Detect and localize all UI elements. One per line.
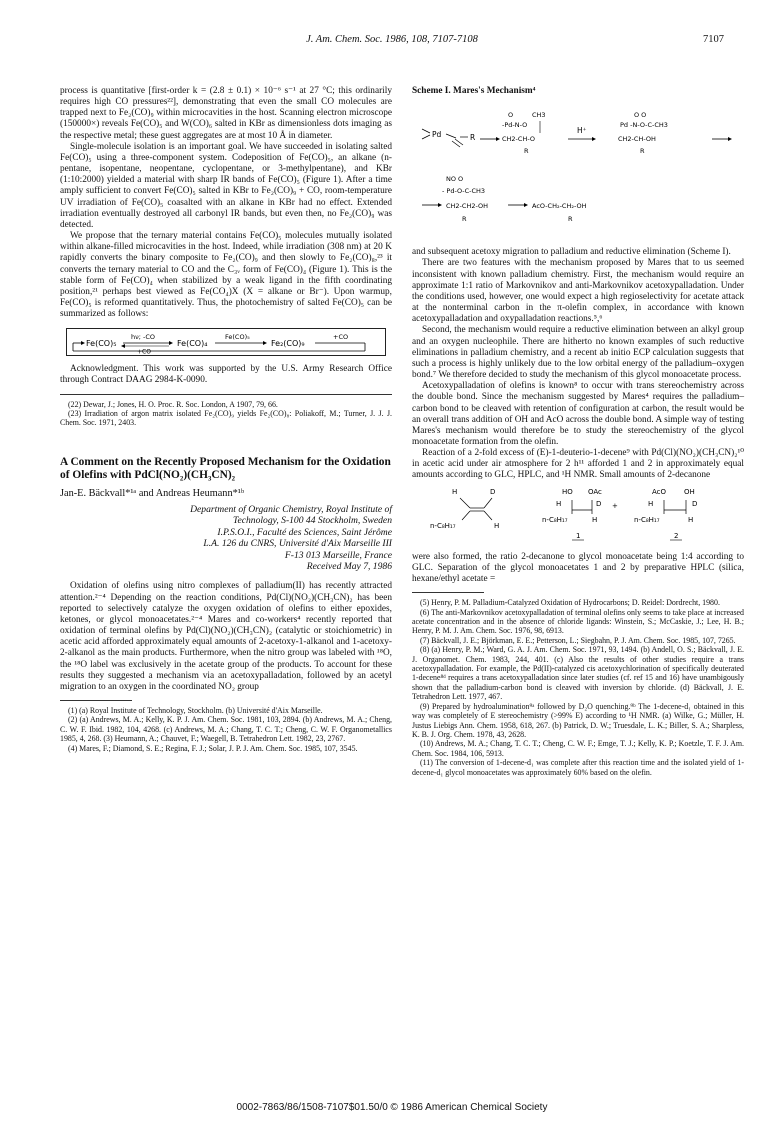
r-group-label: R — [462, 215, 467, 224]
octyl-label: n-C₈H₁₇ — [634, 515, 660, 524]
plus-co-final-label: +CO — [333, 333, 349, 342]
svg-text:H: H — [556, 499, 562, 508]
h-plus-label: H⁺ — [577, 126, 587, 136]
stereochemistry-structures — [412, 482, 744, 548]
r-group-label: R — [524, 147, 529, 156]
svg-text:H: H — [592, 515, 598, 524]
svg-text:O: O — [508, 111, 514, 120]
copyright-footer: 0002-7863/86/1508-7107$01.50/0 © 1986 American Chemical Society — [236, 1102, 548, 1113]
svg-text:OAc: OAc — [588, 487, 602, 496]
footnote: (10) Andrews, M. A.; Chang, T. C. T.; Cheng, C. W. F.; Emge, T. J.; Kelly, K. P.; Koetzle, T. F. J. Am. Chem. Soc. 1984, 106, 5913. — [412, 739, 744, 758]
footnotes-top — [60, 400, 392, 428]
svg-text:HO: HO — [562, 487, 573, 496]
footnote: (22) Dewar, J.; Jones, H. O. Proc. R. Soc. London, A 1907, 79, 66. — [68, 399, 278, 409]
footnote: (2) (a) Andrews, M. A.; Kelly, K. P. J. Am. Chem. Soc. 1981, 103, 2894. (b) Andrews, M. A.; Cheng, C. W. F. Ibid. 1982, 104, 4268. (c) Andrews, M. A.; Chang, T. C. T.; Cheng, C. W. F. Organometallics 1985, 4, 268. (3) Heumann, A.; Chauvet, F.; Waegell, B. Tetrahedron Lett. 1982, 23, 2767. — [60, 715, 392, 744]
photochemistry-scheme — [67, 329, 385, 355]
affil-line: L.A. 126 du CNRS, Université d'Aix Marseille III — [203, 538, 392, 550]
pd-label: Pd — [432, 130, 442, 140]
svg-text:-Pd-N-O: -Pd-N-O — [502, 121, 528, 130]
svg-text:H: H — [648, 499, 654, 508]
footnote-rule — [60, 700, 132, 701]
received-date: Received May 7, 1986 — [306, 561, 392, 572]
r-group-label: R — [568, 215, 573, 224]
fe-co5-label: Fe(CO)₅ — [86, 339, 117, 349]
svg-text:H: H — [452, 487, 458, 496]
fe2-co9-label: Fe₂(CO)₉ — [271, 339, 305, 349]
svg-text:H: H — [494, 521, 500, 530]
svg-text:NO O: NO O — [446, 175, 464, 184]
footnote-rule — [60, 394, 392, 395]
paragraph: were also formed, the ratio 2-decanone to glycol monoacetate being 1:4 according to GLC. Separation of the glycol monoacetates 1 and 2 by preparative HPLC (silica, hexane/ethyl acetate = — [412, 551, 744, 585]
footnote: (4) Mares, F.; Diamond, S. E.; Regina, F. J.; Solar, J. P. J. Am. Chem. Soc. 1985, 107, 3545. — [68, 743, 358, 753]
compound-2-label: 2 — [674, 531, 679, 540]
paragraph: Oxidation of olefins using nitro complexes of palladium(II) has recently attracted attention.²⁻⁴ Depending on the reaction conditions, Pd(Cl)(NO₂)(CH₃CN)₂ has been reported to selectively catalyze the oxygen oxidation of olefins to either epoxides, ketones, or glycol monoacetates.²⁻⁴ Mares and co-workers⁴ recently reported that oxidation of terminal olefins by Pd(Cl)(NO₂)(CH₃CN)₂ (catalytic or stoichiometric) in acetic acid afforded approximately equal amounts of 2-acetoxy-1-alkanol and 1-acetoxy-2-alkanol as the main products. Furthermore, when the nitro group was labeled with ¹⁸O, the ¹⁸O label was exclusively in the acetate group of the products. To account for these results they suggested a mechanism via an acetoxypalladation, followed by an acetyl migration to an oxygen in the coordinated NO₂ group — [60, 581, 392, 692]
footnote-rule — [412, 592, 484, 593]
svg-text:D: D — [490, 487, 496, 496]
mechanism-scheme — [412, 97, 744, 237]
footnote: (6) The anti-Markovnikov acetoxypalladation of terminal olefins only seems to take place at increased acetate concentration and in the absence of chloride ligands: Winstein, S.; McCaskie, J.; Lee, H. B.; Henry, P. M. J. Am. Chem. Soc. 1976, 98, 6913. — [412, 607, 744, 636]
svg-text:CH2-CH2-OH: CH2-CH2-OH — [446, 202, 488, 211]
paragraph: Single-molecule isolation is an important goal. We have succeeded in isolating salted Fe(CO)₅ using a three-component system. Codeposition of Fe(CO)₅, an alkane (n-pentane, isopentane, neopentane, cyclopentane, or 3-methylpentane), and KBr (1:10:2000) yielded a material with sharp IR bands of Fe(CO)₅ (Figure 1). After a time amply sufficient to convert Fe(CO)₅ salted in KBr to Fe₂(CO)₉ + CO, room-temperature UV irradiation of Fe(CO)₅ coasalted with an alkane in KBr had no effect. Extended irradiation eventually destroyed all carbonyl IR bands, but even then, no Fe₂(CO)₉ was detected. — [60, 141, 392, 230]
octyl-label: n-C₈H₁₇ — [542, 515, 568, 524]
compound-1-label: 1 — [576, 531, 581, 540]
svg-text:O O: O O — [634, 111, 647, 120]
article-title: A Comment on the Recently Proposed Mechanism for the Oxidation of Olefins with PdCl(NO₂)(CH₃CN)₂ — [60, 455, 391, 481]
footnotes-bottom — [60, 706, 392, 753]
footnote: (7) Bäckvall, J. E.; Björkman, E. E.; Petterson, L.; Siegbahn, P. J. Am. Chem. Soc. 1985, 107, 7265. — [420, 635, 736, 645]
affil-line: F-13 013 Marseille, France — [284, 549, 392, 561]
svg-text:Pd -N-O-C-CH3: Pd -N-O-C-CH3 — [620, 121, 668, 130]
r-group-label: R — [470, 133, 476, 143]
paragraph: Reaction of a 2-fold excess of (E)-1-deuterio-1-decene⁹ with Pd(Cl)(NO₂)(CH₃CN)₂¹⁰ in acetic acid under air atmosphere for 2 h¹¹ afforded 1 and 2 in approximately equal amounts according to GLC, HPLC, and ¹H NMR. Small amounts of 2-decanone — [412, 448, 744, 481]
svg-text:D: D — [596, 499, 602, 508]
svg-text:CH2-CH-O: CH2-CH-O — [502, 135, 535, 144]
footnote: (1) (a) Royal Institute of Technology, Stockholm. (b) Université d'Aix Marseille. — [68, 705, 323, 715]
svg-text:OH: OH — [684, 487, 695, 496]
footnote: (9) Prepared by hydroalumination⁹ᵃ followed by D₂O quenching.⁹ᵇ The 1-decene-d₁ obtained in this way was completely of E stereochemistry (>99% E) according to ¹H NMR. (a) Wilke, G.; Müller, H. Justus Liebigs Ann. Chem. 1958, 618, 267. (b) Patrick, D. W.; Truesdale, L. K.; Biller, S. A.; Sharpless, K. B. J. Org. Chem. 1978, 43, 2628. — [412, 701, 744, 739]
left-column — [60, 86, 392, 753]
paragraph: process is quantitative [first-order k = (2.8 ± 0.1) × 10⁻⁶ s⁻¹ at 27 °C; this ordinarily requires high CO pressures²²], demonstrating that even the small CO molecules are trapped next to Fe₂(CO)₉ within microcavities in the host. Scanning electron microscope (150000×) reveals Fe(CO)₅ and W(CO)₆ salted in KBr as dimensionless dots imaging as the respective metal; these guest aggregates are at most 10 Å in diameter. — [60, 86, 392, 141]
article-authors: Jan-E. Bäckvall*¹ᵃ and Andreas Heumann*¹ᵇ — [60, 487, 245, 499]
svg-text:CH3: CH3 — [532, 111, 546, 120]
svg-text:+: + — [612, 501, 618, 510]
footnotes-right — [412, 598, 744, 777]
paragraph: Acetoxypalladation of olefins is known⁸ to occur with trans stereochemistry across the double bond. Since the mechanism suggested by Mares⁴ requires the palladium–carbon bond to be cleaved with retention of configuration at carbon, the result would be an overall trans addition of OH and AcO across the double bond. A simple way of testing Mares's mechanism would therefore be to study the stereochemistry of the glycol monoacetate formation from the olefin. — [412, 381, 744, 447]
octyl-label: n-C₈H₁₇ — [430, 521, 456, 530]
svg-text:- Pd-O-C-CH3: - Pd-O-C-CH3 — [442, 187, 486, 196]
paragraph: There are two features with the mechanism proposed by Mares that to us seemed inconsistent with known palladium chemistry. First, the mechanism would require an approximate 1:1 ratio of Markovnikov and anti-Markovnikov acetoxypalladation. Under the conditions used, however, one would expect a high regioselectivity for acetate attack at the nonterminal carbon in the π-olefin complex, in accordance with known acetoxypalladation and oxypalladation reactions.⁵,⁶ — [412, 258, 744, 325]
scheme-title: Scheme I. Mares's Mechanism⁴ — [412, 86, 536, 96]
acknowledgment: Acknowledgment. This work was supported by the U.S. Army Research Office through Contract DAAG 2984-K-0090. — [60, 364, 392, 386]
paragraph: We propose that the ternary material contains Fe(CO)₅ molecules mutually isolated within alkane-filled microcavities in the host. Indeed, while irradiation (308 nm) at 20 K rapidly converts the binary composite to Fe₂(CO)₉ and then slowly to Fe₂(CO)₈,²³ it converts the ternary material to CO and the C₃ᵥ form of Fe(CO)₄ (Figure 1). This is the stable form of Fe(CO)₄ when stabilized by a weak ligand in the fifth coordinating position,²¹ perhaps best viewed as Fe(CO₄)X (X = alkane or Br⁻). Upon warmup, Fe(CO)₅ is reformed quantitatively. Thus, the photochemistry of salted Fe(CO)₅ can be summarized as follows: — [60, 231, 392, 320]
svg-text:AcO: AcO — [652, 487, 667, 496]
acetoxy-product-label: AcO-CH₂-CH₂-OH — [532, 202, 587, 211]
right-column — [412, 86, 744, 777]
r-group-label: R — [640, 147, 645, 156]
reaction-scheme-box — [66, 328, 386, 356]
affil-line: Department of Organic Chemistry, Royal Institute of — [190, 503, 392, 515]
paragraph: Second, the mechanism would require a reductive elimination between an alkyl group and an oxygen nucleophile. There are hitherto no known examples of such reductive eliminations in palladium chemistry, and a recent ab initio ECP calculation suggests that such a process is highly unlikely due to the low orbital energy of the palladium–oxygen bond.⁷ We therefore decided to study the mechanism of this glycol monoacetate process. — [412, 325, 744, 381]
footnote: (23) Irradiation of argon matrix isolated Fe₂(CO)₉ yields Fe₂(CO)₈: Poliakoff, M.; Turner, J. J. J. Chem. Soc. 1971, 2403. — [60, 409, 392, 428]
page-number: 7107 — [703, 34, 724, 45]
affil-line: Technology, S-100 44 Stockholm, Sweden — [233, 515, 392, 527]
svg-text:D: D — [692, 499, 698, 508]
fe-co5-reagent-label: Fe(CO)₅ — [225, 333, 250, 342]
affiliations — [60, 504, 392, 572]
hv-co-label: hν; -CO — [131, 333, 156, 342]
footnote: (11) The conversion of 1-decene-d₁ was complete after this reaction time and the isolated yield of 1-decene-d₁ glycol monoacetates was approximately 60% based on the olefin. — [412, 758, 744, 777]
journal-citation: J. Am. Chem. Soc. 1986, 108, 7107-7108 — [306, 34, 478, 45]
footnote: (8) (a) Henry, P. M.; Ward, G. A. J. Am. Chem. Soc. 1971, 93, 1494. (b) Andell, O. S.; Bäckvall, J. E. J. Organomet. Chem. 1983, 244, 401. (c) Also the results of other studies require a trans acetoxypalladation. For example, the Pd(II)-catalyzed cis acetoxychlorination of specifically deuterated 1-decene⁸ᵈ requires a trans acetoxypalladation since later studies (cf. ref 15 and 16) have unambigously shown that the palladium-carbon bond is cleaved with inversion by chloride. (d) Bäckvall, J. E. Tetrahedron Lett. 1977, 467. — [412, 645, 744, 702]
plus-co-label: +CO — [137, 348, 151, 356]
svg-text:CH2-CH-OH: CH2-CH-OH — [618, 135, 656, 144]
footnote: (5) Henry, P. M. Palladium-Catalyzed Oxidation of Hydrocarbons; D. Reidel: Dordrecht, 1980. — [420, 598, 720, 608]
affil-line: I.P.S.O.I., Faculté des Sciences, Saint Jérôme — [217, 526, 392, 538]
svg-text:H: H — [688, 515, 694, 524]
fe-co4-label: Fe(CO)₄ — [177, 339, 208, 349]
paragraph: and subsequent acetoxy migration to palladium and reductive elimination (Scheme I). — [412, 247, 731, 258]
